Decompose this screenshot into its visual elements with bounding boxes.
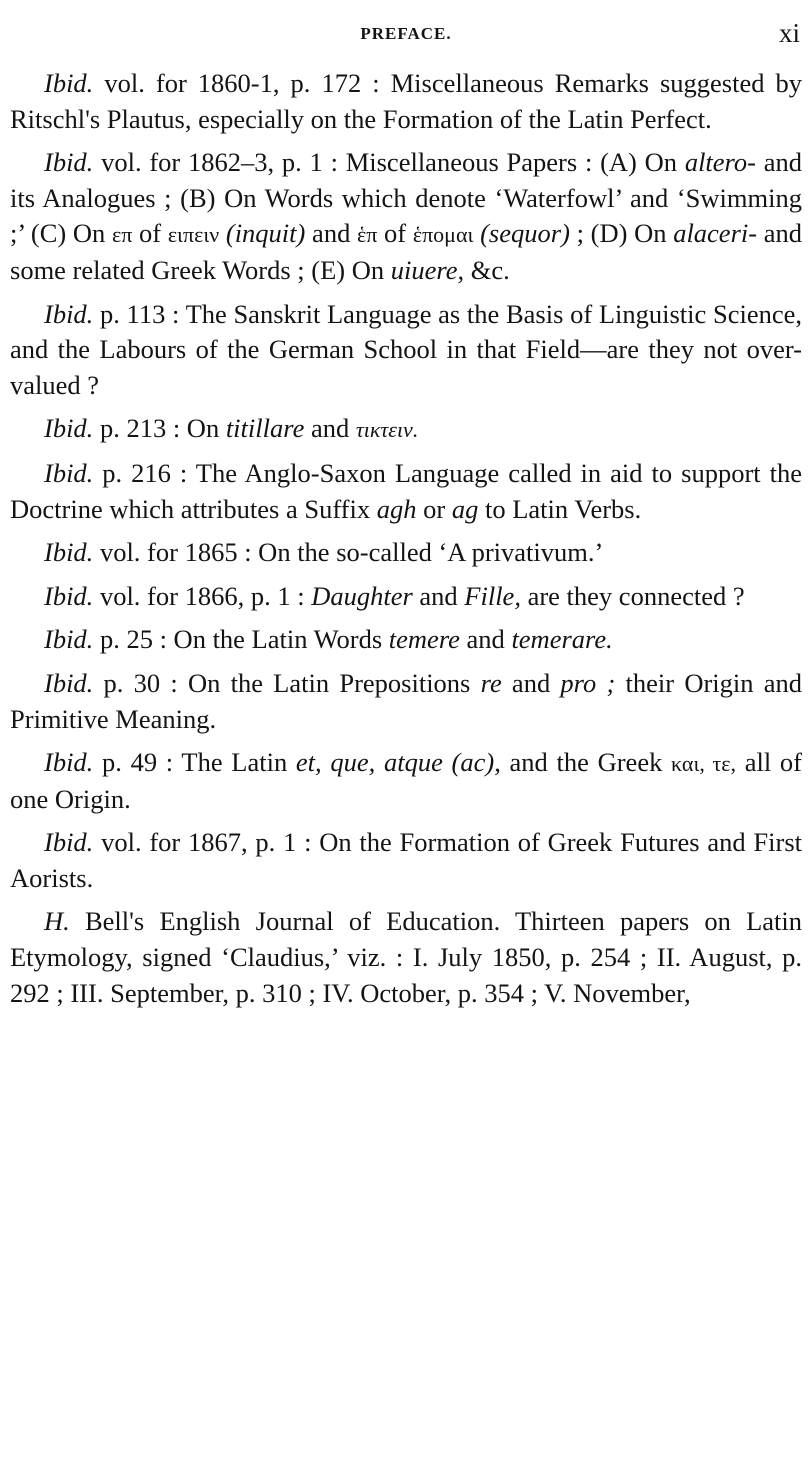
italic-text: titillare [225,413,305,444]
italic-text: ag [451,493,479,524]
bibliography-entry [10,825,802,896]
entry-text: ; (D) On [569,218,674,249]
entry-text: vol. for 1862–3, p. 1 : Miscellaneous Papers : (A) On [93,147,685,178]
bibliography-entry [10,666,802,737]
entry-text: and [459,624,512,655]
bibliography-entry [10,904,802,1011]
bibliography-entry [10,456,802,527]
italic-text: Daughter [311,580,413,611]
entry-text: all of one Origin. [10,747,802,814]
bibliography-entry [10,579,802,615]
running-head [0,18,812,54]
italic-text: Ibid. [44,827,94,858]
italic-text: uiuere, [390,254,465,285]
italic-text: alaceri- [673,218,758,249]
bibliography-entry [10,66,802,137]
entry-text: and its Analogues ; (B) On Words which denote ‘Waterfowl’ and ‘Swimming ;’ (C) On [10,147,802,249]
entry-text: of [377,218,413,249]
entry-text: vol. for 1860-1, p. 172 : Miscellaneous Remarks suggested by Ritschl's Plautus, especially on the Formation of the Latin Perfect. [10,68,802,134]
bibliography-entry [10,297,802,404]
italic-text: Ibid. [44,68,94,98]
entry-text: p. 213 : On [93,413,226,444]
italic-text: Ibid. [44,298,94,329]
entry-text: p. 113 : The Sanskrit Language as the Basis of Linguistic Science, and the Labours of the German School in that Field—are they not over-valued ? [10,298,802,400]
entry-text: their Origin and Primitive Meaning. [10,667,803,734]
bibliography-entry [10,411,802,448]
italic-text: Ibid. [44,747,94,778]
italic-text: Ibid. [44,667,94,698]
italic-text: Fille, [464,580,521,611]
greek-word: και, τε, [671,751,737,777]
entry-text: to Latin Verbs. [478,493,642,524]
running-title: PREFACE. [360,24,452,43]
italic-text: Ibid. [44,413,94,444]
bibliography-entry [10,622,802,658]
greek-word: ἑπομαι [412,222,474,248]
entry-text: and [304,413,356,444]
italic-text: (sequor) [480,218,570,249]
entry-text: p. 216 : The Anglo-Saxon Language called in aid to support the Doctrine which attributes a Suffix [10,457,802,524]
entry-text: or [416,493,452,524]
entry-text: Bell's English Journal of Education. Thirteen papers on Latin Etymology, signed ‘Claudius,’ viz. : I. July 1850, p. 254 ; II. August, p. 292 ; III. September, p. 310 ; IV. October, p. 354 ; V. November, [10,906,802,1008]
italic-text: temerare. [511,624,613,655]
entry-text: and the Greek [500,747,672,778]
italic-text: Ibid. [44,537,94,568]
italic-text: Ibid. [44,147,94,178]
entry-text: p. 49 : The Latin [93,747,296,778]
italic-text: Ibid. [44,457,94,488]
bibliography-entry [10,745,802,817]
greek-word: τικτειν. [355,417,419,443]
entry-text: &c. [464,254,510,285]
greek-word: ειπειν [167,222,220,248]
entry-text: are they connected ? [520,580,745,611]
entry-text: of [132,218,168,249]
italic-text: (inquit) [225,218,306,249]
italic-text: Ibid. [44,580,94,611]
bibliography-entry [10,535,802,571]
entry-text: vol. for 1866, p. 1 : [93,580,312,611]
entry-text: vol. for 1865 : On the so-called ‘A privativum.’ [93,537,604,568]
entry-text: and [501,667,561,698]
italic-text: pro ; [560,667,616,698]
greek-word: επ [112,222,133,248]
entry-text: p. 25 : On the Latin Words [93,624,389,655]
entry-text: and [412,580,465,611]
italic-text: Ibid. [44,624,94,655]
body-text [10,66,802,1019]
entry-text: and [305,218,358,249]
italic-text: et, que, atque (ac), [295,747,501,778]
italic-text: re [480,667,502,698]
page-number: xi [778,18,800,48]
entry-text [219,218,226,248]
entry-text: and some related Greek Words ; (E) On [10,218,803,285]
italic-text: agh [376,493,417,524]
italic-text: temere [388,624,460,655]
entry-text: p. 30 : On the Latin Prepositions [93,667,481,698]
greek-word: ἑπ [357,222,378,248]
entry-text: vol. for 1867, p. 1 : On the Formation of Greek Futures and First Aorists. [10,827,802,893]
italic-text: H. [44,906,70,937]
bibliography-entry [10,145,802,288]
italic-text: altero- [684,147,756,178]
